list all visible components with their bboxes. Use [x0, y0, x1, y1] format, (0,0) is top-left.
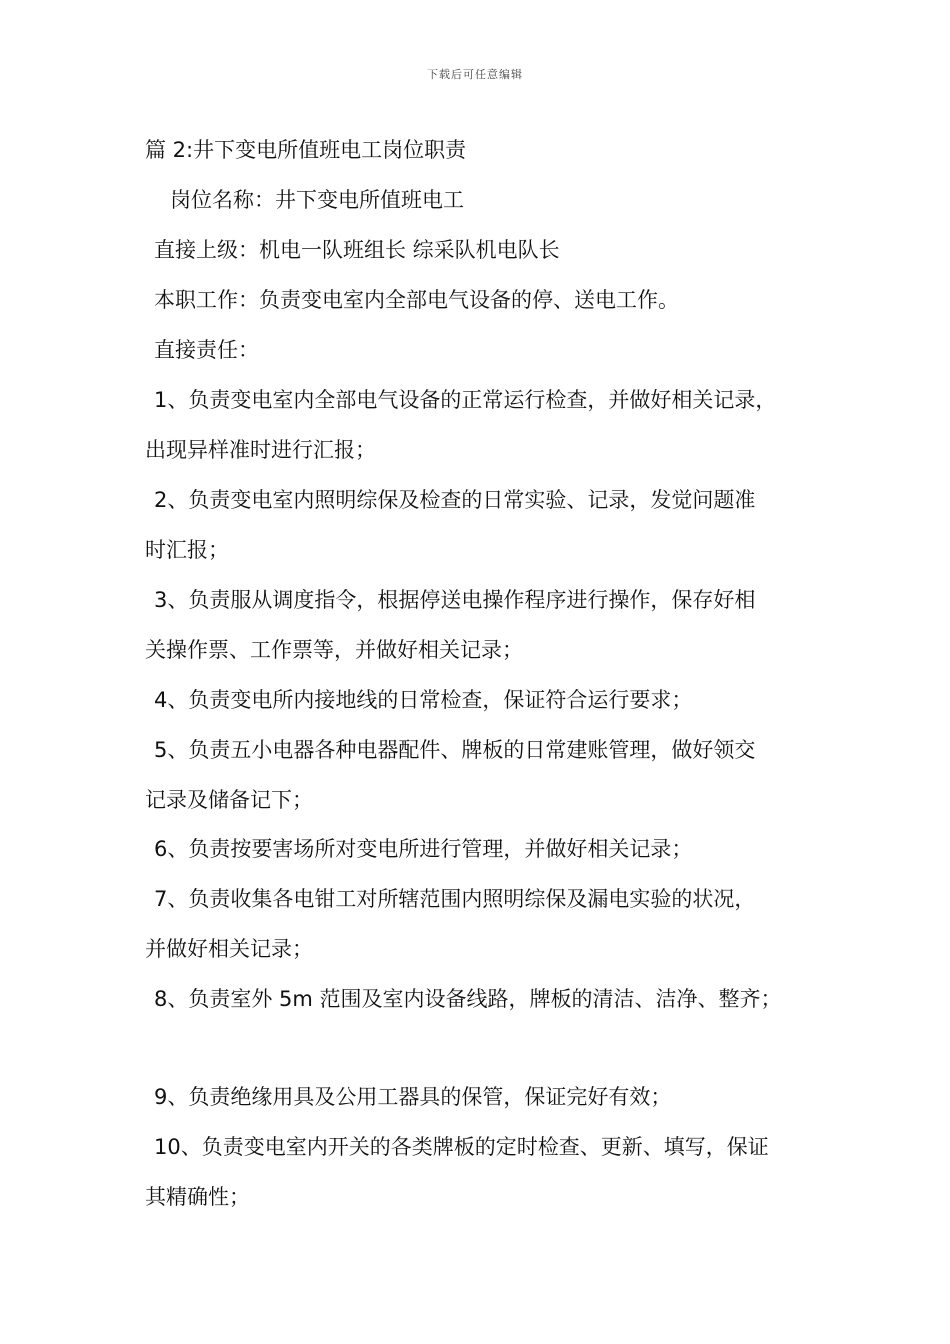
responsibility-item-1: 1、负责变电室内全部电气设备的正常运行检查，并做好相关记录， [154, 388, 777, 412]
responsibility-heading: 直接责任： [154, 338, 259, 362]
responsibility-item-5: 5、负责五小电器各种电器配件、牌板的日常建账管理，做好领交 [154, 738, 756, 762]
responsibility-item-10-cont: 其精确性； [145, 1185, 250, 1209]
responsibility-item-10: 10、负责变电室内开关的各类牌板的定时检查、更新、填写，保证 [154, 1135, 769, 1159]
main-work: 本职工作：负责变电室内全部电气设备的停、送电工作。 [154, 288, 679, 312]
responsibility-item-4: 4、负责变电所内接地线的日常检查，保证符合运行要求； [154, 688, 693, 712]
responsibility-item-5-cont: 记录及储备记下； [145, 788, 313, 812]
document-title: 篇 2:井下变电所值班电工岗位职责 [145, 138, 467, 162]
responsibility-item-2: 2、负责变电室内照明综保及检查的日常实验、记录，发觉问题准 [154, 488, 756, 512]
responsibility-item-2-cont: 时汇报； [145, 538, 229, 562]
responsibility-item-8: 8、负责室外 5m 范围及室内设备线路，牌板的清洁、洁净、整齐； [154, 987, 782, 1011]
position-name: 岗位名称：井下变电所值班电工 [170, 188, 464, 212]
responsibility-item-3-cont: 关操作票、工作票等，并做好相关记录； [145, 638, 523, 662]
responsibility-item-7: 7、负责收集各电钳工对所辖范围内照明综保及漏电实验的状况， [154, 887, 756, 911]
responsibility-item-6: 6、负责按要害场所对变电所进行管理，并做好相关记录； [154, 837, 693, 861]
responsibility-item-1-cont: 出现异样准时进行汇报； [145, 438, 376, 462]
responsibility-item-3: 3、负责服从调度指令，根据停送电操作程序进行操作，保存好相 [154, 588, 756, 612]
download-note-header: 下载后可任意编辑 [427, 68, 523, 81]
responsibility-item-7-cont: 并做好相关记录； [145, 937, 313, 961]
direct-superior: 直接上级：机电一队班组长 综采队机电队长 [154, 238, 560, 262]
responsibility-item-9: 9、负责绝缘用具及公用工器具的保管，保证完好有效； [154, 1085, 672, 1109]
